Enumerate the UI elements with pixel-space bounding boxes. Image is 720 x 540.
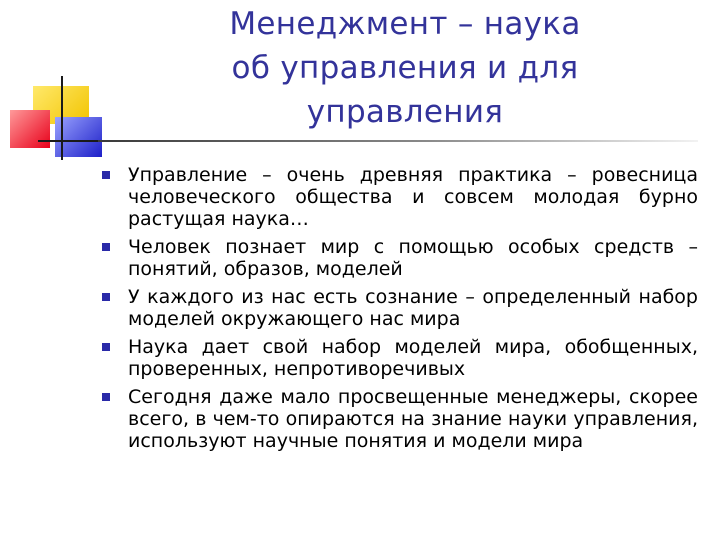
- bullet-text: Человек познает мир с помощью особых средств – понятий, образов, моделей: [128, 236, 698, 280]
- bullet-item: [98, 236, 698, 280]
- bullet-text: У каждого из нас есть сознание – определенный набор моделей окружающего нас мира: [128, 286, 698, 330]
- bullet-item: [98, 386, 698, 452]
- vertical-line: [61, 76, 63, 160]
- bullet-item: [98, 286, 698, 330]
- title-line: управления: [306, 94, 504, 130]
- horizontal-line: [38, 140, 98, 142]
- square-bullet-icon: [102, 293, 110, 301]
- bullet-list: [98, 164, 698, 458]
- bullet-text: Сегодня даже мало просвещенные менеджеры, скорее всего, в чем-то опираются на знание науки управления, используют научные понятия и модели мира: [128, 386, 698, 452]
- square-bullet-icon: [102, 393, 110, 401]
- title-line: об управления и для: [231, 50, 579, 86]
- red-square: [10, 110, 50, 148]
- bullet-text: Наука дает свой набор моделей мира, обобщенных, проверенных, непротиворечивых: [128, 336, 698, 380]
- title-line: Менеджмент – наука: [229, 6, 581, 42]
- square-bullet-icon: [102, 343, 110, 351]
- title-divider: [98, 140, 698, 142]
- slide-title: [110, 2, 700, 134]
- square-bullet-icon: [102, 243, 110, 251]
- bullet-item: [98, 336, 698, 380]
- square-bullet-icon: [102, 171, 110, 179]
- bullet-text: Управление – очень древняя практика – ровесница человеческого общества и совсем молодая бурно растущая наука…: [128, 164, 698, 230]
- bullet-item: [98, 164, 698, 230]
